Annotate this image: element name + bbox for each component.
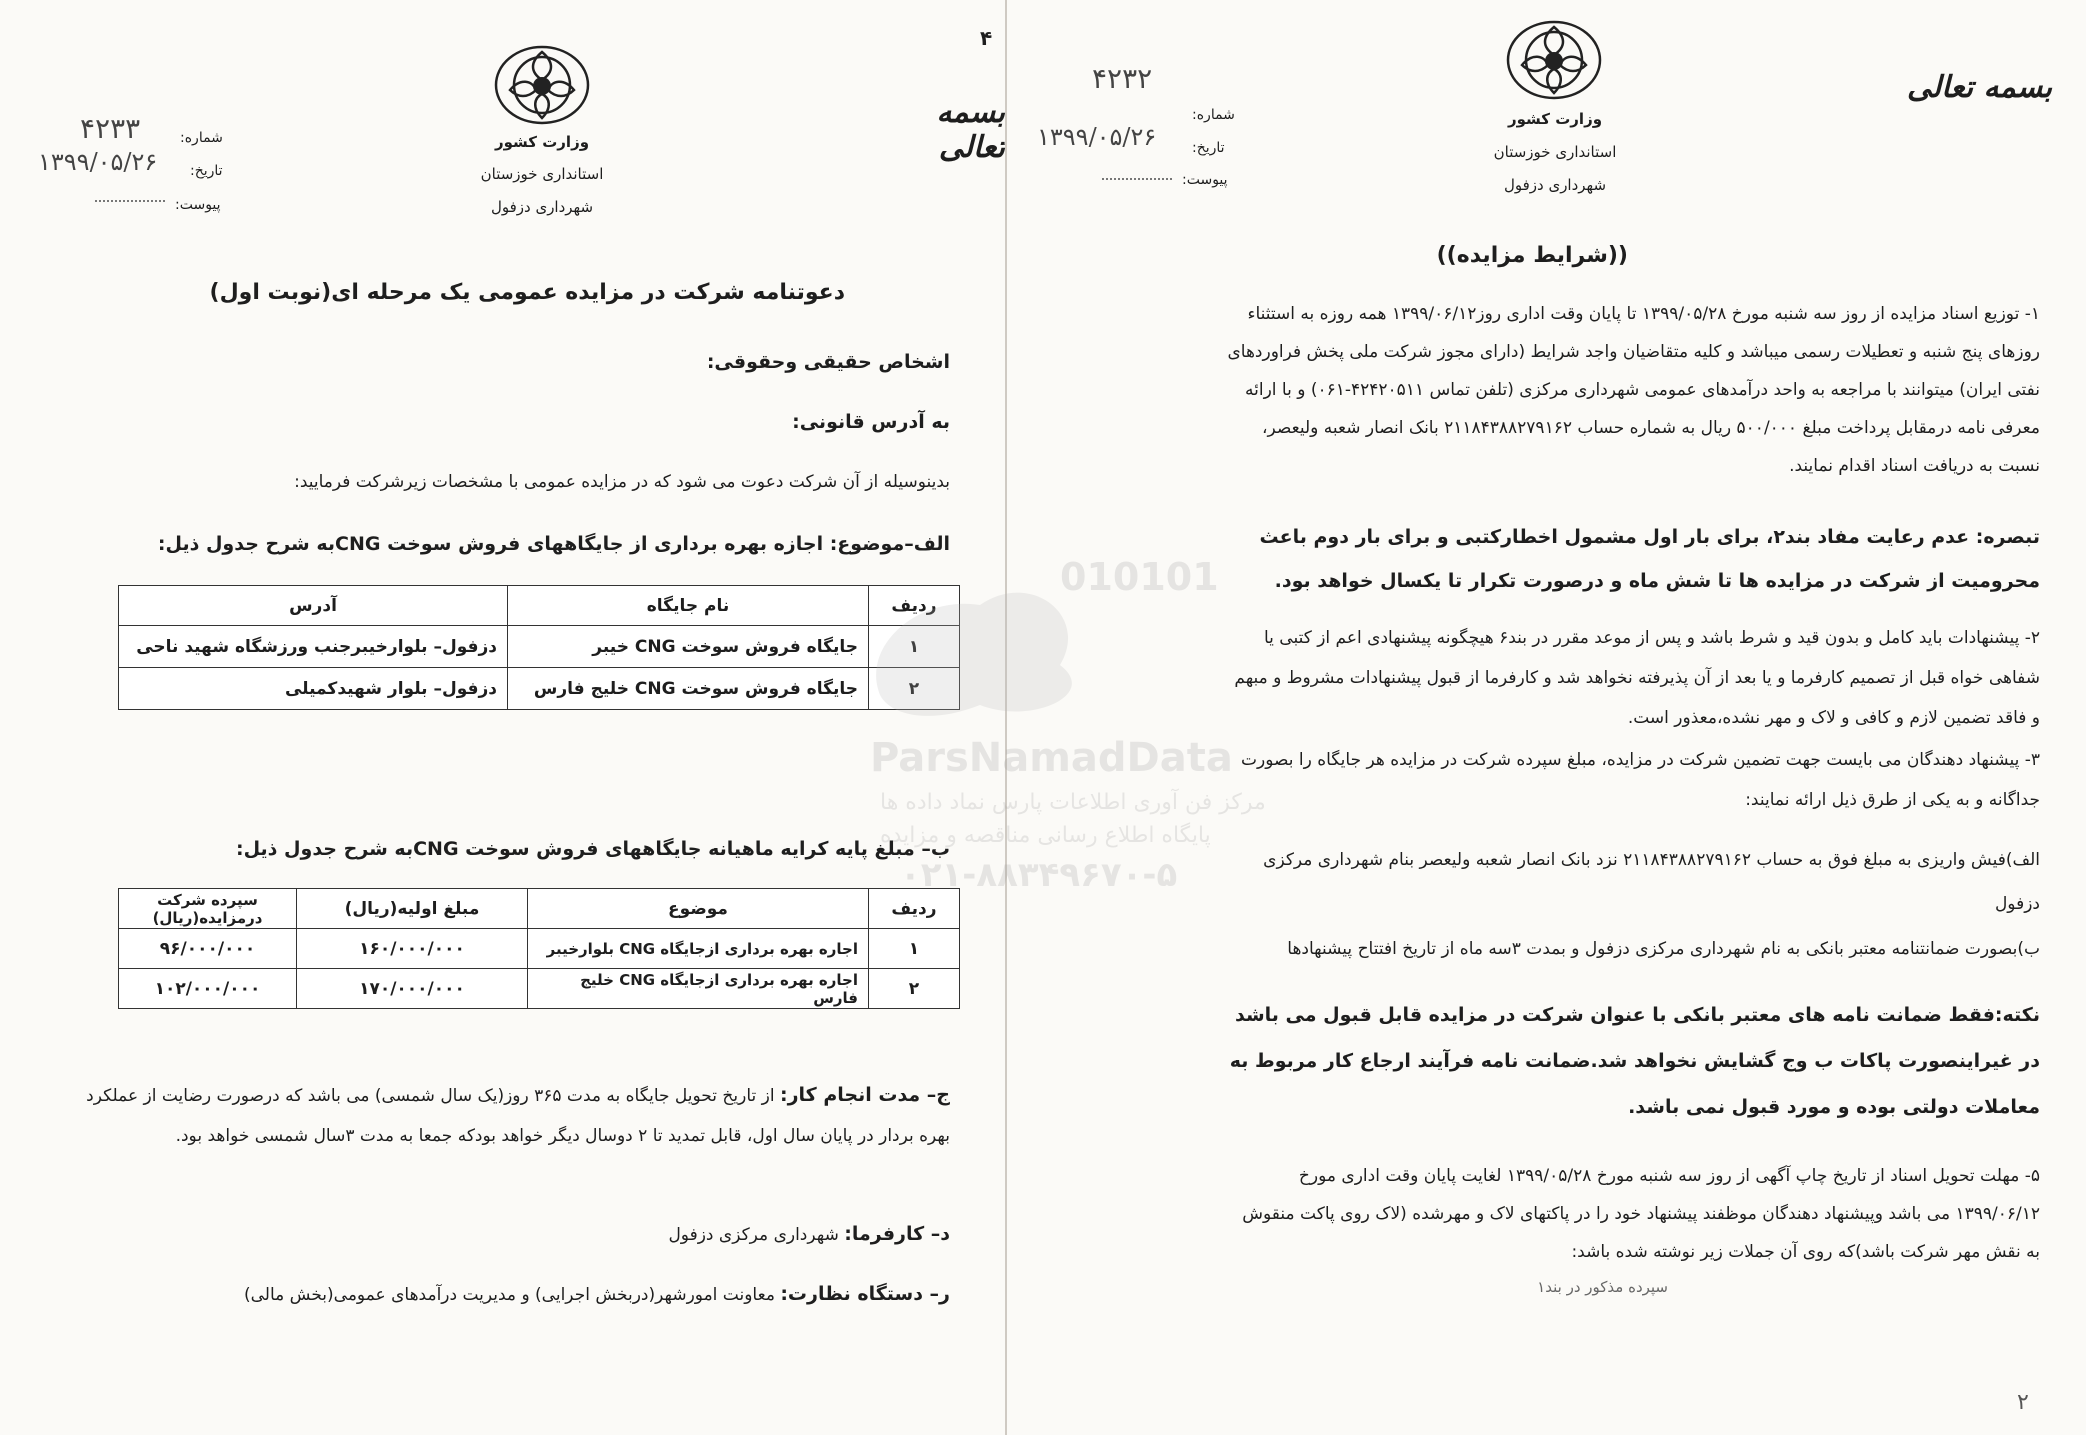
header-cell: ردیف: [869, 586, 960, 626]
attachment-label: پیوست:: [175, 197, 221, 213]
number-value: ۴۲۳۳: [80, 112, 141, 145]
bismillah-heading: بسمه تعالی: [1907, 70, 2053, 105]
municipality-name: شهرداری دزفول: [1503, 176, 1607, 194]
station-name: جایگاه فروش سوخت CNG خلیج فارس: [508, 668, 869, 710]
page-mark: ۴: [980, 26, 993, 50]
header-cell: آدرس: [119, 586, 508, 626]
base-amount: ۱۶۰/۰۰۰/۰۰۰: [297, 929, 528, 969]
condition-note-2: نکته:فقط ضمانت نامه های معتبر بانکی با عنوان شرکت در مزایده قابل قبول می باشد در غیراینصورت پاکات ب وج گشایش نخواهد شد.ضمانت نامه فرآیند ارجاع کار مربوط به معاملات دولتی بوده و مورد قبول نمی باشد.: [1229, 1004, 2040, 1118]
section-alef: الف–موضوع: اجازه بهره برداری از جایگاههای فروش سوخت CNGبه شرح جدول ذیل:: [157, 533, 950, 555]
attachment-label: پیوست:: [1182, 172, 1228, 188]
section-re-label: ر– دستگاه نظارت:: [780, 1283, 950, 1305]
condition-item-5: ۵- مهلت تحویل اسناد از تاریخ چاپ آگهی از روز سه شنبه مورخ ۱۳۹۹/۰۵/۲۸ لغایت پایان وقت اداری مورخ ۱۳۹۹/۰۶/۱۲ می باشد وپیشنهاد دهندگان موظفند پیشنهاد خود را در پاکتهای لاک و مهرشده (لاک روی پاکت منقوش به نقش مهر شرکت باشد)که روی آن جملات زیر نوشته شده باشد:: [1242, 1166, 2040, 1262]
watermark-brand: ParsNamadData: [870, 735, 1233, 781]
watermark-line2: پایگاه اطلاع رسانی مناقصه و مزایده: [880, 823, 1211, 848]
condition-note: تبصره: عدم رعایت مفاد بند۲، برای بار اول مشمول اخطارکتبی و برای بار دوم باعث محرومیت از شرکت در مزایده ها تا شش ماه و درصورت تکرار تا یکسال خواهد بود.: [1259, 526, 2040, 592]
header-cell: موضوع: [528, 889, 869, 929]
watermark-line1: مرکز فن آوری اطلاعات پارس نماد داده ها: [880, 790, 1266, 815]
watermark-binary: 010101: [1060, 555, 1219, 599]
date-value: ۱۳۹۹/۰۵/۲۶: [38, 148, 158, 176]
date-label: تاریخ:: [190, 163, 223, 179]
table-row: [119, 929, 960, 969]
header-cell: ردیف: [869, 889, 960, 929]
deposit-amount: ۱۰۲/۰۰۰/۰۰۰: [119, 969, 297, 1009]
section-dal: [668, 1215, 950, 1254]
row-number: ۱: [869, 626, 960, 668]
row-number: ۲: [869, 668, 960, 710]
municipality-emblem-icon: [1502, 15, 1606, 105]
rent-subject: اجاره بهره برداری ازجایگاه CNG خلیج فارس: [528, 969, 869, 1009]
bismillah-heading: بسمه تعالی: [936, 95, 1005, 165]
rent-table: [118, 888, 960, 1009]
section-be: ب– مبلغ پایه کرایه ماهیانه جایگاههای فروش سوخت CNGبه شرح جدول ذیل:: [235, 838, 950, 860]
attachment-dots: [1102, 178, 1172, 180]
attachment-dots: [95, 200, 165, 202]
section-dal-text: شهرداری مرکزی دزفول: [668, 1225, 839, 1245]
page-left: [0, 0, 1005, 1435]
table-row: [119, 668, 960, 710]
row-number: ۱: [869, 929, 960, 969]
header-cell: نام جایگاه: [508, 586, 869, 626]
station-address: دزفول– بلوارخیبرجنب ورزشگاه شهید ناحی: [119, 626, 508, 668]
row-number: ۲: [869, 969, 960, 1009]
section-re: [244, 1275, 950, 1314]
section-re-text: معاونت امورشهر(دربخش اجرایی) و مدیریت درآمدهای عمومی(بخش مالی): [243, 1285, 775, 1305]
station-address: دزفول– بلوار شهیدکمیلی: [119, 668, 508, 710]
table-row: [119, 626, 960, 668]
condition-item-2: ۲- پیشنهادات باید کامل و بدون قید و شرط باشد و پس از موعد مقرر در بند۶ هیچگونه پیشنهادی اعم از کتبی یا شفاهی خواه قبل از تصمیم کارفرما و یا بعد از آن پذیرفته نخواهد شد و کارفرما از قبول پیشنهادات مشروط و مبهم و فاقد تضمین لازم و کافی و لاک و مهر نشده،معذور است.: [1234, 628, 2040, 728]
addressee-line: اشخاص حقیقی وحقوقی:: [706, 351, 950, 373]
condition-item-1: ۱- توزیع اسناد مزایده از روز سه شنبه مورخ ۱۳۹۹/۰۵/۲۸ تا پایان وقت اداری روز۱۳۹۹/۰۶/۱۲ همه روزه به استثناء روزهای پنج شنبه و تعطیلات رسمی میباشد و کلیه متقاضیان واجد شرایط (دارای مجوز شرکت ملی پخش فراوردهای نفتی ایران) میتوانند با مراجعه به واحد درآمدهای عمومی شهرداری مرکزی (تلفن تماس ۴۲۴۲۰۵۱۱-۰۶۱) و با ارائه معرفی نامه درمقابل پرداخت مبلغ ۵۰۰/۰۰۰ ریال به شماره حساب ۲۱۱۸۴۳۸۸۲۷۹۱۶۲ بانک انصار شعبه ولیعصر، نسبت به دریافت اسناد اقدام نمایند.: [1227, 304, 2040, 476]
section-jim-text: از تاریخ تحویل جایگاه به مدت ۳۶۵ روز(یک سال شمسی) می باشد که درصورت رضایت از عملکرد بهره بردار در پایان سال اول، قابل تمدید تا ۲ دوسال دیگر خواهد بودکه جمعا به مدت ۳سال شمسی خواهد بود.: [86, 1086, 950, 1146]
base-amount: ۱۷۰/۰۰۰/۰۰۰: [297, 969, 528, 1009]
section-jim-label: ج– مدت انجام کار:: [780, 1084, 950, 1106]
section-jim: [70, 1075, 950, 1156]
header-cell: سپرده شرکت درمزایده(ریال): [119, 889, 297, 929]
page-number: ۲: [2017, 1390, 2029, 1415]
number-value: ۴۲۳۲: [1092, 62, 1153, 95]
ministry-name: وزارت کشور: [1507, 110, 1603, 128]
watermark-phone: ۰۲۱-۸۸۳۴۹۶۷۰-۵: [900, 855, 1178, 895]
invitation-intro: بدینوسیله از آن شرکت دعوت می شود که در مزایده عمومی با مشخصات زیرشرکت فرمایید:: [294, 472, 950, 492]
date-label: تاریخ:: [1192, 140, 1225, 156]
document-title: دعوتنامه شرکت در مزایده عمومی یک مرحله ای(نوبت اول): [209, 280, 845, 305]
ministry-name: وزارت کشور: [494, 133, 590, 151]
conditions-title: ((شرایط مزایده)): [1436, 243, 1628, 268]
province-name: استانداری خوزستان: [480, 165, 604, 183]
section-dal-label: د– کارفرما:: [844, 1223, 950, 1245]
stations-table: [118, 585, 960, 710]
page-right: [1005, 0, 2086, 1435]
municipality-name: شهرداری دزفول: [490, 198, 594, 216]
rent-subject: اجاره بهره برداری ازجایگاه CNG بلوارخیبر: [528, 929, 869, 969]
condition-item-3a: الف)فیش واریزی به مبلغ فوق به حساب ۲۱۱۸۴۳۸۸۲۷۹۱۶۲ نزد بانک انصار شعبه ولیعصر بنام شهرداری مرکزی دزفول: [1263, 850, 2040, 914]
header-cell: مبلغ اولیه(ریال): [297, 889, 528, 929]
station-name: جایگاه فروش سوخت CNG خیبر: [508, 626, 869, 668]
condition-item-3b: ب)بصورت ضمانتنامه معتبر بانکی به نام شهرداری مرکزی دزفول و بمدت ۳سه ماه از تاریخ افتتاح پیشنهادها: [1287, 939, 2040, 959]
province-name: استانداری خوزستان: [1493, 143, 1617, 161]
table-row: [119, 969, 960, 1009]
legal-address-line: به آدرس قانونی:: [792, 411, 950, 433]
number-label: شماره:: [1192, 107, 1235, 123]
date-value: ۱۳۹۹/۰۵/۲۶: [1037, 123, 1157, 151]
number-label: شماره:: [180, 130, 223, 146]
deposit-amount: ۹۶/۰۰۰/۰۰۰: [119, 929, 297, 969]
condition-item-5-cut: سپرده مذکور در بند۱: [1537, 1278, 1668, 1296]
stations-table-header: [119, 586, 960, 626]
rent-table-header: [119, 889, 960, 929]
municipality-emblem-icon: [490, 40, 594, 130]
condition-item-3: ۳- پیشنهاد دهندگان می بایست جهت تضمین شرکت در مزایده، مبلغ سپرده شرکت در مزایده هر جایگاه را بصورت جداگانه و به یکی از طرق ذیل ارائه نمایند:: [1240, 750, 2040, 810]
